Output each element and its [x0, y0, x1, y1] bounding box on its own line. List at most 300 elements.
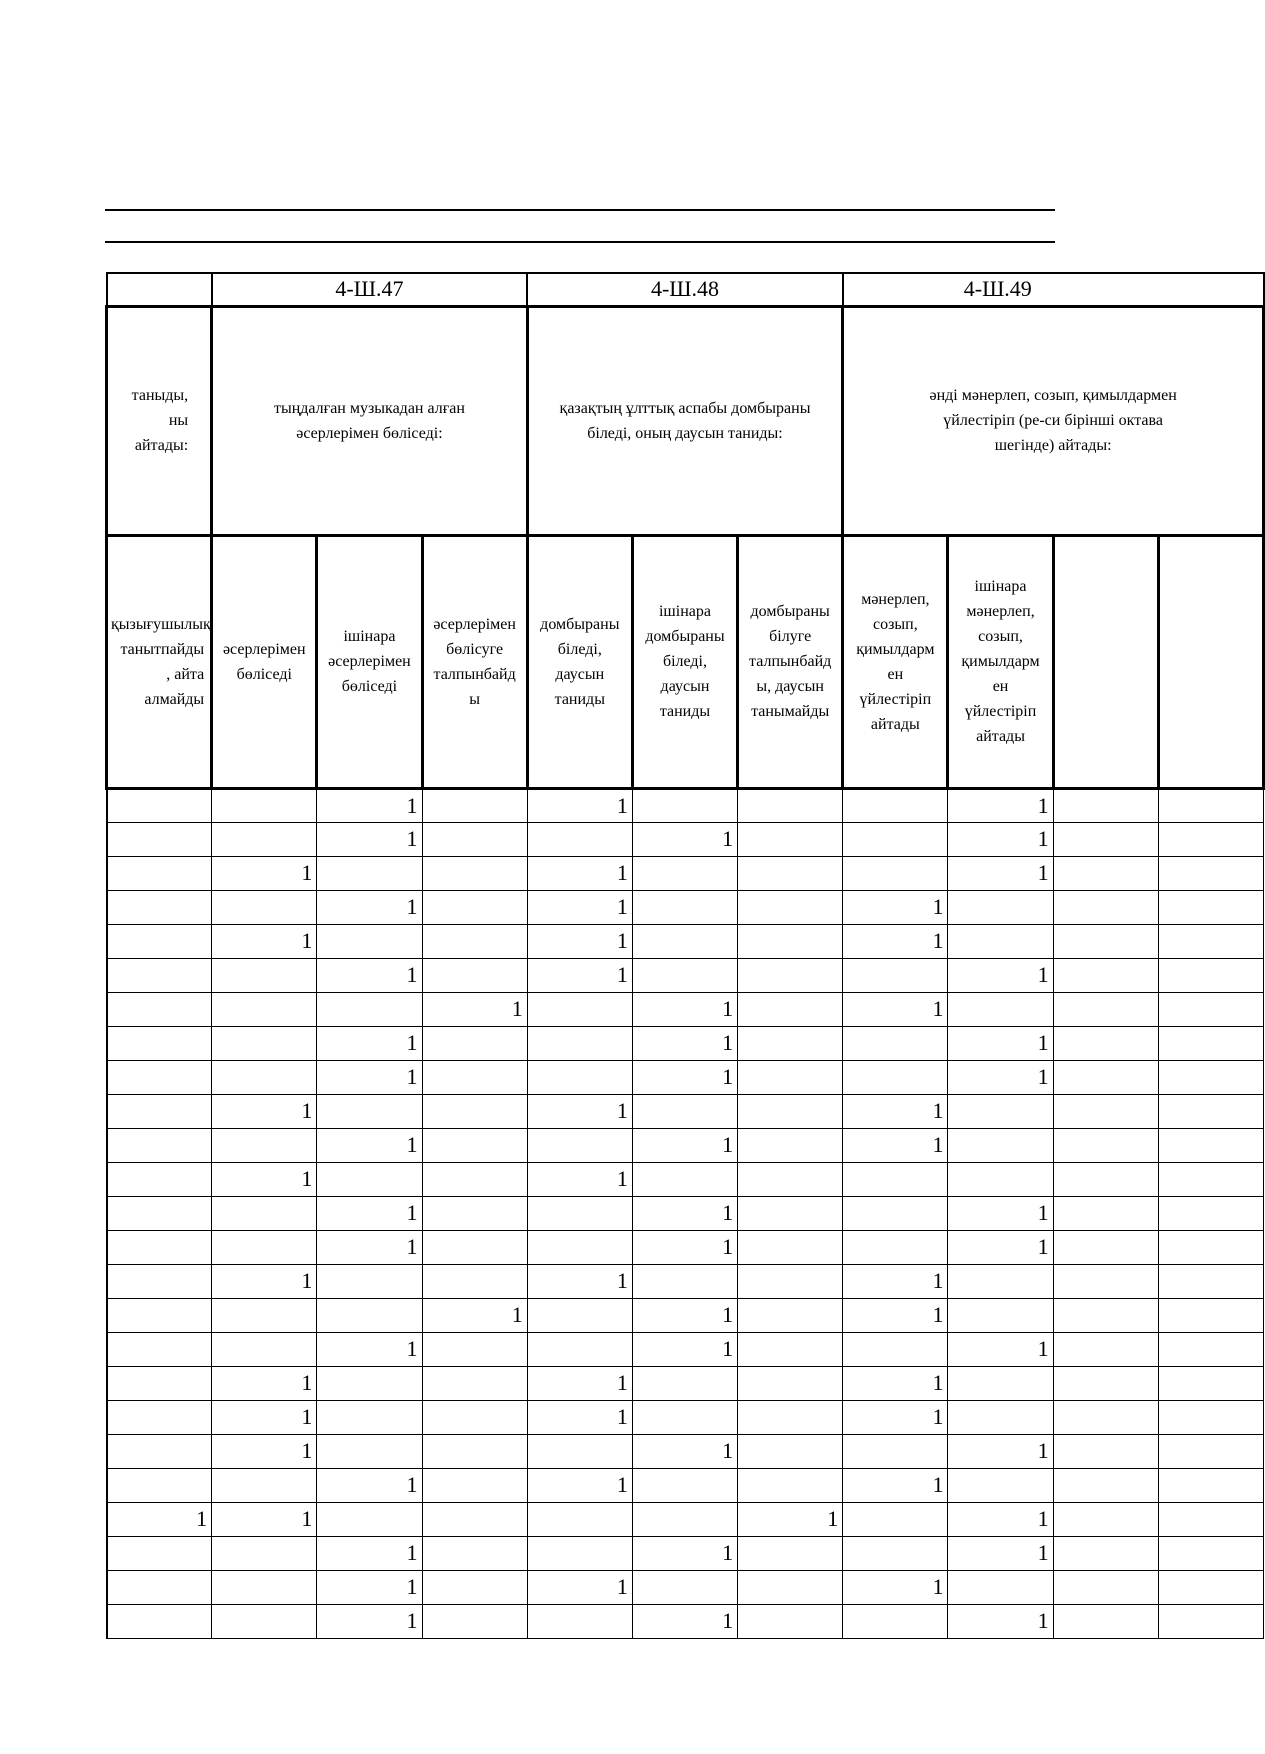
table-cell — [948, 1366, 1053, 1400]
table-cell — [527, 1026, 632, 1060]
table-cell — [212, 1468, 317, 1502]
table-cell-offpage — [1158, 992, 1263, 1026]
table-row — [107, 1434, 1264, 1468]
table-cell — [212, 890, 317, 924]
table-cell — [317, 1298, 422, 1332]
subheader-cell: ішінара мәнерлеп, созып, қимылдарм ен үйлестіріп айтады — [948, 535, 1053, 788]
table-cell — [843, 856, 948, 890]
table-cell — [422, 1026, 527, 1060]
description-48: қазақтың ұлттық аспабы домбыраны біледі, оның даусын таниды: — [527, 306, 843, 535]
table-cell-offpage — [1053, 1128, 1158, 1162]
table-cell — [212, 1230, 317, 1264]
table-cell: 1 — [317, 1604, 422, 1638]
table-row — [107, 1230, 1264, 1264]
table-cell — [107, 1468, 212, 1502]
table-cell — [738, 1094, 843, 1128]
table-cell — [317, 856, 422, 890]
table-cell — [422, 1128, 527, 1162]
table-cell: 1 — [212, 1366, 317, 1400]
table-cell — [107, 1536, 212, 1570]
code-cell-47: 4-Ш.47 — [212, 273, 528, 306]
table-cell — [948, 1298, 1053, 1332]
table-cell-offpage — [1053, 1094, 1158, 1128]
description-partial-left — [107, 306, 212, 535]
table-cell — [527, 1298, 632, 1332]
table-row — [107, 1604, 1264, 1638]
table-cell: 1 — [527, 890, 632, 924]
table-row — [107, 788, 1264, 822]
table-cell: 1 — [317, 1468, 422, 1502]
table-cell — [212, 1298, 317, 1332]
table-cell — [843, 788, 948, 822]
table-cell-offpage — [1053, 958, 1158, 992]
table-cell-offpage — [1053, 788, 1158, 822]
table-cell: 1 — [843, 1128, 948, 1162]
code-49-text: 4-Ш.49 — [963, 276, 1032, 302]
table-cell — [422, 1332, 527, 1366]
table-cell — [422, 1502, 527, 1536]
table-row — [107, 1536, 1264, 1570]
table-row — [107, 1366, 1264, 1400]
table-cell — [422, 958, 527, 992]
table-cell — [632, 890, 737, 924]
table-cell — [527, 1230, 632, 1264]
table-cell — [843, 822, 948, 856]
table-row — [107, 924, 1264, 958]
table-row — [107, 1060, 1264, 1094]
table-cell — [738, 856, 843, 890]
table-cell-offpage — [1158, 788, 1263, 822]
table-cell-offpage — [1158, 1332, 1263, 1366]
table-cell — [212, 1026, 317, 1060]
table-cell-offpage — [1053, 1366, 1158, 1400]
table-cell-offpage — [1053, 1400, 1158, 1434]
table-row — [107, 1094, 1264, 1128]
table-cell: 1 — [317, 1332, 422, 1366]
table-cell — [527, 1604, 632, 1638]
table-cell — [632, 788, 737, 822]
table-cell: 1 — [843, 1298, 948, 1332]
table-cell-offpage — [1053, 890, 1158, 924]
table-cell: 1 — [632, 1536, 737, 1570]
subheader-row — [107, 535, 1264, 788]
table-cell — [632, 958, 737, 992]
table-cell — [107, 1060, 212, 1094]
table-cell-offpage — [1158, 1298, 1263, 1332]
table-cell-offpage — [1053, 1434, 1158, 1468]
table-cell: 1 — [948, 958, 1053, 992]
table-cell: 1 — [527, 1264, 632, 1298]
table-cell: 1 — [317, 1026, 422, 1060]
table-cell — [738, 992, 843, 1026]
table-cell: 1 — [632, 822, 737, 856]
table-cell — [738, 1230, 843, 1264]
table-cell — [843, 1026, 948, 1060]
table-row — [107, 1196, 1264, 1230]
table-cell — [738, 1060, 843, 1094]
table-cell: 1 — [317, 788, 422, 822]
table-cell-offpage — [1158, 1128, 1263, 1162]
table-cell — [843, 1230, 948, 1264]
table-cell — [317, 1264, 422, 1298]
table-cell: 1 — [527, 958, 632, 992]
table-cell — [422, 924, 527, 958]
table-cell — [422, 1230, 527, 1264]
table-cell-offpage — [1053, 1570, 1158, 1604]
code-cell-48: 4-Ш.48 — [527, 273, 843, 306]
table-cell — [422, 1162, 527, 1196]
table-cell: 1 — [948, 1332, 1053, 1366]
table-cell — [738, 1332, 843, 1366]
table-cell — [843, 1332, 948, 1366]
table-row — [107, 856, 1264, 890]
table-cell: 1 — [212, 924, 317, 958]
top-rule-2 — [105, 241, 1055, 243]
table-cell — [107, 1230, 212, 1264]
table-row — [107, 1264, 1264, 1298]
table-cell: 1 — [632, 1128, 737, 1162]
description-row — [107, 306, 1264, 535]
table-cell: 1 — [632, 1196, 737, 1230]
table-cell: 1 — [212, 1094, 317, 1128]
table-cell: 1 — [212, 1264, 317, 1298]
table-cell — [212, 992, 317, 1026]
table-cell — [738, 1128, 843, 1162]
table-cell — [107, 1026, 212, 1060]
table-cell-offpage — [1053, 1468, 1158, 1502]
table-cell-offpage — [1053, 1264, 1158, 1298]
table-cell: 1 — [632, 1434, 737, 1468]
table-cell — [527, 1060, 632, 1094]
table-cell: 1 — [527, 1094, 632, 1128]
table-cell-offpage — [1158, 1468, 1263, 1502]
code-cell-blank — [107, 273, 212, 306]
table-cell — [422, 1366, 527, 1400]
subheader-cell: ішінара әсерлерімен бөліседі — [317, 535, 422, 788]
table-cell: 1 — [843, 1400, 948, 1434]
table-cell-offpage — [1158, 1536, 1263, 1570]
table-cell — [738, 1400, 843, 1434]
table-cell — [843, 1434, 948, 1468]
table-cell: 1 — [212, 1162, 317, 1196]
table-cell — [738, 788, 843, 822]
table-cell: 1 — [317, 822, 422, 856]
table-cell: 1 — [527, 856, 632, 890]
table-row — [107, 992, 1264, 1026]
table-cell — [527, 1502, 632, 1536]
table-cell — [632, 1570, 737, 1604]
table-row — [107, 1468, 1264, 1502]
table-cell: 1 — [527, 1468, 632, 1502]
table-cell-offpage — [1053, 992, 1158, 1026]
table-cell — [738, 1604, 843, 1638]
table-cell-offpage — [1158, 890, 1263, 924]
table-cell-offpage — [1053, 1060, 1158, 1094]
subheader-cell: әсерлерімен бөлісуге талпынбайд ы — [422, 535, 527, 788]
table-cell — [212, 1332, 317, 1366]
description-49: әнді мәнерлеп, созып, қимылдармен үйлестіріп (ре-си бірінші октава шегінде) айтады: — [843, 306, 1264, 535]
table-cell: 1 — [317, 890, 422, 924]
table-cell: 1 — [843, 1366, 948, 1400]
table-cell — [107, 924, 212, 958]
table-cell-offpage — [1053, 856, 1158, 890]
table-cell: 1 — [843, 992, 948, 1026]
table-cell: 1 — [632, 1604, 737, 1638]
table-cell-offpage — [1158, 1094, 1263, 1128]
table-cell-offpage — [1158, 1230, 1263, 1264]
table-cell: 1 — [843, 1468, 948, 1502]
table-cell: 1 — [527, 788, 632, 822]
table-cell-offpage — [1158, 1060, 1263, 1094]
table-cell — [738, 958, 843, 992]
table-cell — [948, 1570, 1053, 1604]
table-row — [107, 1128, 1264, 1162]
table-cell — [107, 1094, 212, 1128]
table-cell-offpage — [1158, 1026, 1263, 1060]
subheader-cell-offpage — [1158, 535, 1263, 788]
table-cell — [107, 1264, 212, 1298]
table-cell: 1 — [422, 992, 527, 1026]
table-cell: 1 — [632, 1298, 737, 1332]
table-cell: 1 — [317, 1128, 422, 1162]
table-cell — [527, 992, 632, 1026]
table-cell: 1 — [317, 1196, 422, 1230]
table-cell: 1 — [212, 1400, 317, 1434]
table-cell — [212, 1128, 317, 1162]
table-cell: 1 — [527, 1162, 632, 1196]
table-row — [107, 1026, 1264, 1060]
table-cell: 1 — [527, 1570, 632, 1604]
table-cell — [527, 1196, 632, 1230]
table-cell — [107, 992, 212, 1026]
table-cell — [317, 1400, 422, 1434]
table-cell — [422, 1094, 527, 1128]
table-cell — [632, 1400, 737, 1434]
table-cell: 1 — [948, 856, 1053, 890]
table-cell — [317, 1502, 422, 1536]
table-cell — [107, 1298, 212, 1332]
table-row — [107, 1502, 1264, 1536]
table-cell: 1 — [632, 992, 737, 1026]
table-cell: 1 — [843, 924, 948, 958]
table-cell-offpage — [1158, 1434, 1263, 1468]
table-cell — [843, 1162, 948, 1196]
table-cell — [948, 1162, 1053, 1196]
table-cell — [107, 958, 212, 992]
table-cell — [738, 1196, 843, 1230]
table-cell — [422, 1196, 527, 1230]
table-cell — [843, 958, 948, 992]
table-cell-offpage — [1158, 958, 1263, 992]
table-cell — [422, 1604, 527, 1638]
table-cell — [948, 1468, 1053, 1502]
table-cell — [317, 1366, 422, 1400]
table-cell: 1 — [843, 1570, 948, 1604]
table-cell — [422, 788, 527, 822]
subheader-cell-offpage — [1053, 535, 1158, 788]
table-cell — [738, 1366, 843, 1400]
table-cell — [843, 1604, 948, 1638]
table-cell-offpage — [1053, 822, 1158, 856]
table-cell — [317, 992, 422, 1026]
table-cell — [738, 1264, 843, 1298]
table-body — [107, 273, 1264, 1638]
table-cell — [843, 1502, 948, 1536]
table-row — [107, 1162, 1264, 1196]
table-cell — [107, 1604, 212, 1638]
table-row — [107, 1400, 1264, 1434]
table-cell — [948, 890, 1053, 924]
table-row — [107, 890, 1264, 924]
table-cell — [527, 1332, 632, 1366]
table-cell — [107, 1128, 212, 1162]
table-cell: 1 — [632, 1230, 737, 1264]
table-cell: 1 — [948, 1434, 1053, 1468]
table-cell — [422, 1400, 527, 1434]
table-cell: 1 — [527, 924, 632, 958]
table-cell-offpage — [1158, 924, 1263, 958]
table-cell: 1 — [948, 1060, 1053, 1094]
table-cell — [738, 1536, 843, 1570]
table-cell — [212, 822, 317, 856]
table-cell-offpage — [1158, 1400, 1263, 1434]
table-cell-offpage — [1053, 924, 1158, 958]
table-cell — [107, 890, 212, 924]
table-cell — [107, 822, 212, 856]
table-cell — [317, 924, 422, 958]
table-cell — [948, 1128, 1053, 1162]
table-cell — [422, 1434, 527, 1468]
assessment-table — [105, 272, 1265, 1639]
table-cell: 1 — [948, 1230, 1053, 1264]
table-cell — [422, 1536, 527, 1570]
table-cell-offpage — [1053, 1298, 1158, 1332]
table-cell — [948, 1400, 1053, 1434]
table-cell — [632, 856, 737, 890]
table-cell — [107, 1400, 212, 1434]
table-cell-offpage — [1158, 1366, 1263, 1400]
table-cell — [107, 1196, 212, 1230]
table-cell — [632, 1162, 737, 1196]
description-47: тыңдалған музыкадан алған әсерлерімен бөліседі: — [212, 306, 528, 535]
description-partial-left-text: таныды, ны айтады: — [131, 387, 189, 454]
table-cell: 1 — [212, 1502, 317, 1536]
code-row — [107, 273, 1264, 306]
table-cell-offpage — [1158, 822, 1263, 856]
table-cell — [212, 1570, 317, 1604]
table-row — [107, 958, 1264, 992]
table-cell — [738, 822, 843, 856]
table-cell-offpage — [1053, 1162, 1158, 1196]
table-row — [107, 1332, 1264, 1366]
table-cell: 1 — [948, 1026, 1053, 1060]
table-cell — [843, 1060, 948, 1094]
table-cell — [212, 1060, 317, 1094]
table-cell-offpage — [1053, 1196, 1158, 1230]
table-cell: 1 — [212, 1434, 317, 1468]
table-cell: 1 — [317, 1570, 422, 1604]
table-cell — [317, 1094, 422, 1128]
table-cell — [107, 856, 212, 890]
table-cell: 1 — [527, 1400, 632, 1434]
table-cell — [317, 1434, 422, 1468]
table-cell-offpage — [1053, 1332, 1158, 1366]
subheader-cell: домбыраны білуге талпынбайд ы, даусын танымайды — [738, 535, 843, 788]
table-cell — [317, 1162, 422, 1196]
table-cell — [948, 992, 1053, 1026]
table-cell — [632, 1264, 737, 1298]
table-cell-offpage — [1053, 1026, 1158, 1060]
table-cell-offpage — [1158, 1570, 1263, 1604]
table-cell: 1 — [843, 1094, 948, 1128]
table-cell — [948, 924, 1053, 958]
table-cell: 1 — [948, 1196, 1053, 1230]
table-cell-offpage — [1158, 1502, 1263, 1536]
table-cell: 1 — [632, 1060, 737, 1094]
subheader-cell: әсерлерімен бөліседі — [212, 535, 317, 788]
table-cell: 1 — [738, 1502, 843, 1536]
table-cell — [107, 1366, 212, 1400]
top-rule-1 — [105, 209, 1055, 211]
table-cell — [212, 1196, 317, 1230]
table-cell — [843, 1196, 948, 1230]
table-cell — [738, 1468, 843, 1502]
table-cell-offpage — [1158, 1196, 1263, 1230]
table-cell-offpage — [1053, 1604, 1158, 1638]
table-cell — [422, 1468, 527, 1502]
table-cell: 1 — [843, 890, 948, 924]
table-cell — [843, 1536, 948, 1570]
table-cell — [212, 788, 317, 822]
table-cell: 1 — [107, 1502, 212, 1536]
table-cell: 1 — [317, 1536, 422, 1570]
table-cell — [422, 856, 527, 890]
table-cell — [948, 1264, 1053, 1298]
code-cell-49 — [843, 273, 1264, 306]
table-cell — [527, 1128, 632, 1162]
table-cell — [422, 1060, 527, 1094]
table-row — [107, 1570, 1264, 1604]
table-cell: 1 — [632, 1026, 737, 1060]
table-cell: 1 — [317, 1060, 422, 1094]
table-row — [107, 822, 1264, 856]
table-cell-offpage — [1053, 1536, 1158, 1570]
table-cell — [107, 1162, 212, 1196]
table-cell — [738, 1570, 843, 1604]
table-cell — [107, 1570, 212, 1604]
table-cell — [212, 1536, 317, 1570]
table-row — [107, 1298, 1264, 1332]
table-cell — [527, 1536, 632, 1570]
table-cell — [738, 1026, 843, 1060]
table-cell: 1 — [212, 856, 317, 890]
table-cell: 1 — [632, 1332, 737, 1366]
table-cell — [212, 958, 317, 992]
table-cell-offpage — [1158, 1604, 1263, 1638]
table-cell — [948, 1094, 1053, 1128]
table-cell: 1 — [948, 1536, 1053, 1570]
table-cell — [422, 1570, 527, 1604]
subheader-cell: қызығушылық танытпайды , айта алмайды — [107, 535, 212, 788]
subheader-cell: домбыраны біледі, даусын таниды — [527, 535, 632, 788]
table-cell — [212, 1604, 317, 1638]
table-cell — [107, 788, 212, 822]
assessment-sheet — [105, 272, 1177, 1633]
table-cell — [738, 924, 843, 958]
table-cell — [422, 1264, 527, 1298]
table-cell — [527, 822, 632, 856]
table-cell — [738, 1298, 843, 1332]
